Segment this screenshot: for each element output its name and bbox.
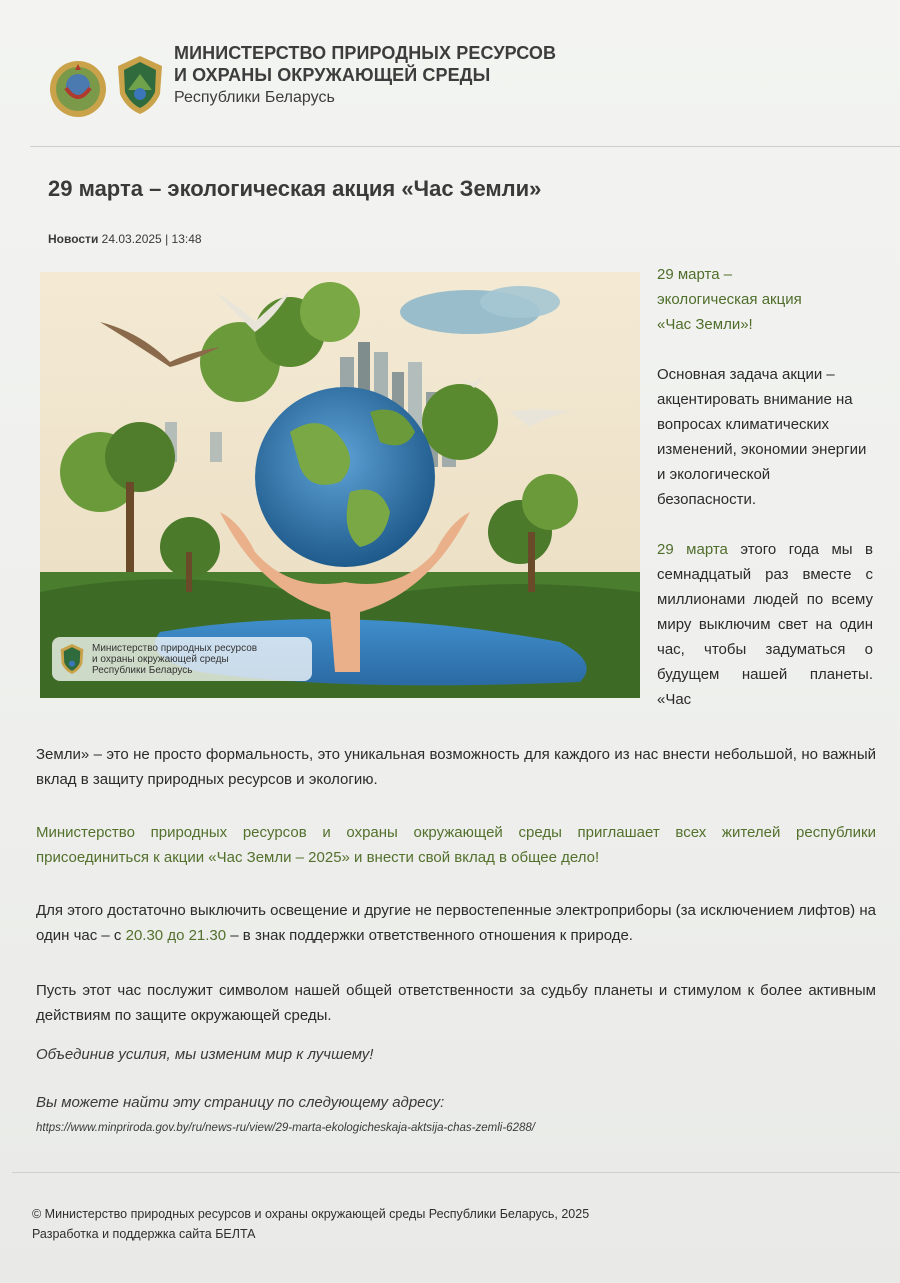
lead-line3: «Час Земли»! bbox=[657, 316, 753, 333]
footer-developer: Разработка и поддержка сайта БЕЛТА bbox=[32, 1227, 256, 1241]
article-lead bbox=[657, 262, 873, 337]
lead-line1: 29 марта – bbox=[657, 266, 733, 283]
ministry-name bbox=[174, 42, 556, 110]
ministry-logo-icon bbox=[58, 643, 86, 675]
watermark-line1: Министерство природных ресурсов bbox=[92, 642, 258, 654]
p1-side-text: этого года мы в семнадцатый раз вместе с миллионами людей по всему миру выключим свет на один час, чтобы задуматься о будущем нашей планеты. «Час bbox=[657, 541, 873, 708]
ministry-name-line2: И ОХРАНЫ ОКРУЖАЮЩЕЙ СРЕДЫ bbox=[174, 65, 491, 85]
watermark-line2: и охраны окружающей среды bbox=[92, 653, 229, 665]
address-label: Вы можете найти эту страницу по следующему адресу: bbox=[36, 1094, 445, 1111]
image-watermark bbox=[52, 637, 312, 681]
article-meta bbox=[48, 232, 202, 246]
p3-time: 20.30 до 21.30 bbox=[125, 927, 227, 944]
p1-date: 29 марта bbox=[657, 541, 728, 558]
side-paragraph bbox=[657, 537, 873, 712]
footer-copyright: © Министерство природных ресурсов и охраны окружающей среды Республики Беларусь, 2025 bbox=[32, 1207, 590, 1221]
watermark-line3: Республики Беларусь bbox=[92, 664, 193, 676]
state-emblem-icon bbox=[48, 58, 108, 120]
p3-end: – в знак поддержки ответственного отношения к природе. bbox=[226, 927, 633, 944]
lead-line2: экологическая акция bbox=[657, 291, 802, 308]
article-title: 29 марта – экологическая акция «Час Земли» bbox=[48, 176, 542, 201]
earth-hands-illustration bbox=[40, 272, 640, 698]
article-datetime: 24.03.2025 | 13:48 bbox=[101, 232, 202, 246]
site-footer bbox=[32, 1204, 589, 1244]
ministry-emblem-icon bbox=[114, 54, 166, 116]
article-side-column bbox=[657, 262, 873, 737]
article-image bbox=[40, 272, 640, 698]
page-url: https://www.minpriroda.gov.by/ru/news-ru/view/29-marta-ekologicheskaja-aktsija-chas-zemli-6288/ bbox=[36, 1122, 535, 1134]
ministry-name-line3: Республики Беларусь bbox=[174, 89, 335, 106]
paragraph-3 bbox=[36, 898, 876, 948]
task-paragraph: Основная задача акции – акцентировать внимание на вопросах климатических изменений, экономии энергии и экологической безопасности. bbox=[657, 366, 867, 508]
paragraph-4: Пусть этот час послужит символом нашей общей ответственности за судьбу планеты и стимулом к более активным действиям по защите окружающей среды. bbox=[36, 982, 876, 1024]
p3-start: Для этого достаточно выключить освещение и другие не первостепенные электроприборы (за исключением лифтов) на один час – с bbox=[36, 902, 876, 944]
slogan: Объединив усилия, мы изменим мир к лучшему! bbox=[36, 1046, 374, 1063]
site-header bbox=[48, 42, 556, 132]
paragraph-1-rest: Земли» – это не просто формальность, это уникальная возможность для каждого из нас внести небольшой, но важный вклад в защиту природных ресурсов и экологию. bbox=[36, 746, 876, 788]
paragraph-2: Министерство природных ресурсов и охраны окружающей среды приглашает всех жителей республики присоединиться к акции «Час Земли – 2025» и внести свой вклад в общее дело! bbox=[36, 824, 876, 866]
footer-divider bbox=[12, 1172, 900, 1173]
ministry-name-line1: МИНИСТЕРСТВО ПРИРОДНЫХ РЕСУРСОВ bbox=[174, 43, 557, 63]
article-category: Новости bbox=[48, 232, 99, 246]
header-divider bbox=[30, 146, 900, 147]
